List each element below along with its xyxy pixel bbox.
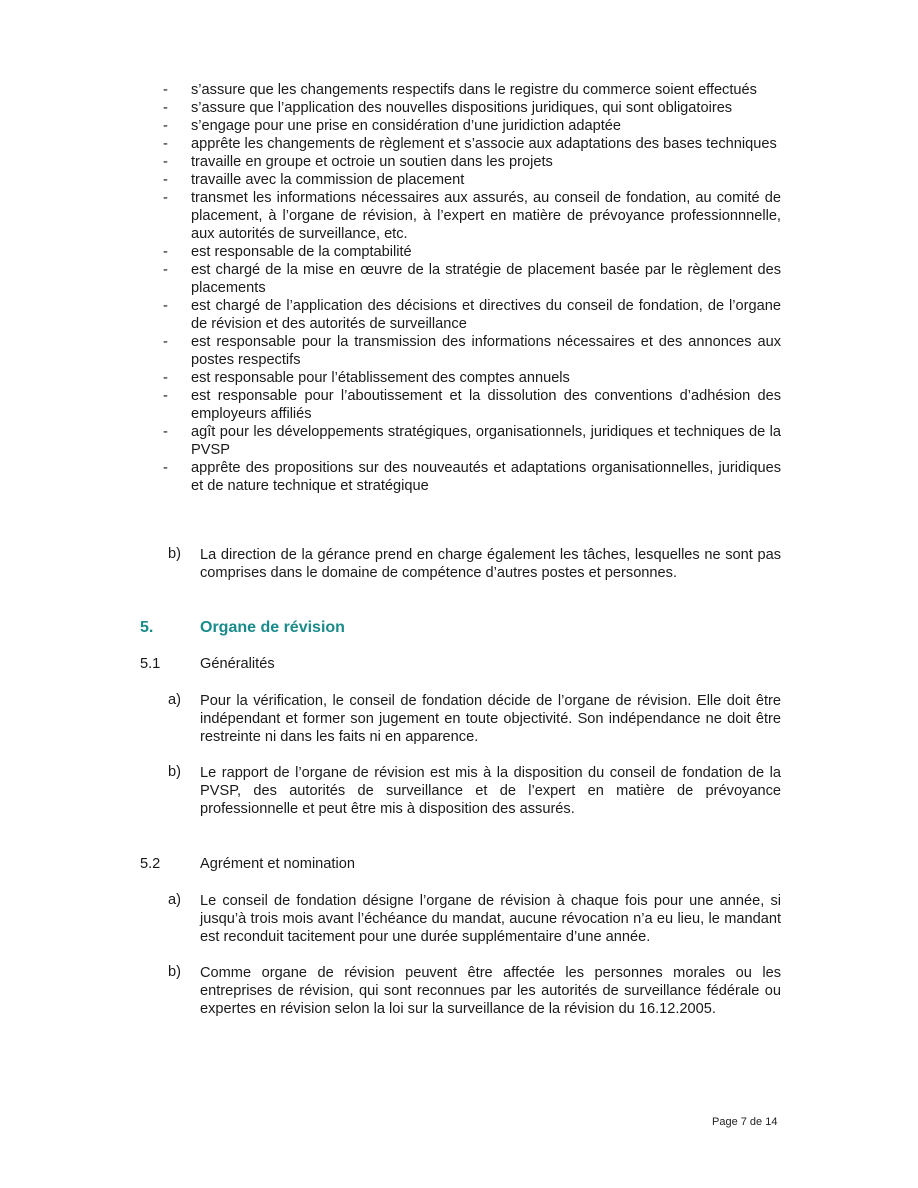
bullet-dash: - xyxy=(163,262,168,278)
paragraph-5-1-b xyxy=(168,764,781,818)
item-marker: a) xyxy=(168,892,181,908)
subsection-title: Agrément et nomination xyxy=(200,856,355,872)
item-text: Pour la vérification, le conseil de fondation décide de l’organe de révision. Elle doit être indépendant et former son jugement en toute objectivité. Son indépendance ne doit être restreinte ni dans les faits ni en apparence. xyxy=(200,693,781,745)
bullet-dash: - xyxy=(163,172,168,188)
list-item-text: apprête des propositions sur des nouveautés et adaptations organisationnelles, juridiques et de nature technique et stratégique xyxy=(191,460,781,494)
list-item xyxy=(163,189,781,243)
bullet-dash: - xyxy=(163,460,168,476)
list-item xyxy=(163,387,781,423)
item-text: Comme organe de révision peuvent être affectée les personnes morales ou les entreprises de révision, qui sont reconnues par les autorités de surveillance fédérale ou expertes en révision selon la loi sur la surveillance de la révision du 16.12.2005. xyxy=(200,965,781,1017)
page-number: Page 7 de 14 xyxy=(712,1116,778,1128)
subsection-number: 5.2 xyxy=(140,856,161,872)
bullet-dash: - xyxy=(163,424,168,440)
list-item xyxy=(163,99,781,117)
list-item-text: s’assure que les changements respectifs dans le registre du commerce soient effectués xyxy=(191,82,757,98)
item-marker: a) xyxy=(168,692,181,708)
list-item xyxy=(163,261,781,297)
list-item-text: est chargé de la mise en œuvre de la stratégie de placement basée par le règlement des placements xyxy=(191,262,781,296)
bullet-dash: - xyxy=(163,298,168,314)
list-item-text: s’engage pour une prise en considération d’une juridiction adaptée xyxy=(191,118,622,134)
item-marker: b) xyxy=(168,764,181,780)
subsection-heading-5-1 xyxy=(140,656,275,672)
list-item xyxy=(163,171,781,189)
bullet-dash: - xyxy=(163,388,168,404)
paragraph-5-1-a xyxy=(168,692,781,746)
section-number: 5. xyxy=(140,619,154,636)
list-item-text: est responsable de la comptabilité xyxy=(191,244,412,260)
bullet-dash: - xyxy=(163,334,168,350)
list-item-text: apprête les changements de règlement et s’associe aux adaptations des bases techniques xyxy=(191,136,777,152)
list-item-text: est chargé de l’application des décisions et directives du conseil de fondation, de l’organe de révision et des autorités de surveillance xyxy=(191,298,781,332)
list-item-text: est responsable pour la transmission des informations nécessaires et des annonces aux postes respectifs xyxy=(191,334,781,368)
item-marker: b) xyxy=(168,964,181,980)
list-item xyxy=(163,81,781,99)
list-item xyxy=(163,459,781,495)
list-item xyxy=(163,333,781,369)
item-marker: b) xyxy=(168,546,181,562)
item-text: Le conseil de fondation désigne l’organe de révision à chaque fois pour une année, si jusqu’à trois mois avant l’échéance du mandat, aucune révocation n’a eu lieu, le mandant est reconduit tacitement pour une durée supplémentaire d’une année. xyxy=(200,893,781,945)
bullet-dash: - xyxy=(163,190,168,206)
task-bullet-list xyxy=(163,81,781,495)
list-item xyxy=(163,369,781,387)
list-item-text: travaille avec la commission de placement xyxy=(191,172,465,188)
list-item xyxy=(163,153,781,171)
subsection-heading-5-2 xyxy=(140,856,355,872)
list-item-text: est responsable pour l’établissement des comptes annuels xyxy=(191,370,570,386)
bullet-dash: - xyxy=(163,370,168,386)
list-item-text: est responsable pour l’aboutissement et la dissolution des conventions d’adhésion des employeurs affiliés xyxy=(191,388,781,422)
section-title: Organe de révision xyxy=(200,619,345,636)
subsection-title: Généralités xyxy=(200,656,275,672)
subsection-number: 5.1 xyxy=(140,656,161,672)
paragraph-4b xyxy=(168,546,781,582)
list-item xyxy=(163,423,781,459)
paragraph-5-2-a xyxy=(168,892,781,946)
list-item xyxy=(163,243,781,261)
item-text: Le rapport de l’organe de révision est mis à la disposition du conseil de fondation de la PVSP, des autorités de surveillance et de l’expert en matière de prévoyance professionnelle et peut être mis à disposition des assurés. xyxy=(200,765,781,817)
paragraph-5-2-b xyxy=(168,964,781,1018)
item-text: La direction de la gérance prend en charge également les tâches, lesquelles ne sont pas comprises dans le domaine de compétence d’autres postes et personnes. xyxy=(200,547,781,581)
list-item-text: s’assure que l’application des nouvelles dispositions juridiques, qui sont obligatoires xyxy=(191,100,733,116)
list-item-text: travaille en groupe et octroie un soutien dans les projets xyxy=(191,154,553,170)
bullet-dash: - xyxy=(163,154,168,170)
list-item-text: transmet les informations nécessaires aux assurés, au conseil de fondation, au comité de placement, à l’organe de révision, à l’expert en matière de prévoyance professionnnelle, aux autorités de surveillance, etc. xyxy=(191,190,781,242)
list-item xyxy=(163,117,781,135)
list-item-text: agît pour les développements stratégiques, organisationnels, juridiques et techniques de la PVSP xyxy=(191,424,781,458)
bullet-dash: - xyxy=(163,82,168,98)
bullet-dash: - xyxy=(163,118,168,134)
list-item xyxy=(163,297,781,333)
bullet-dash: - xyxy=(163,244,168,260)
section-heading-5 xyxy=(140,619,345,637)
bullet-dash: - xyxy=(163,136,168,152)
list-item xyxy=(163,135,781,153)
bullet-dash: - xyxy=(163,100,168,116)
